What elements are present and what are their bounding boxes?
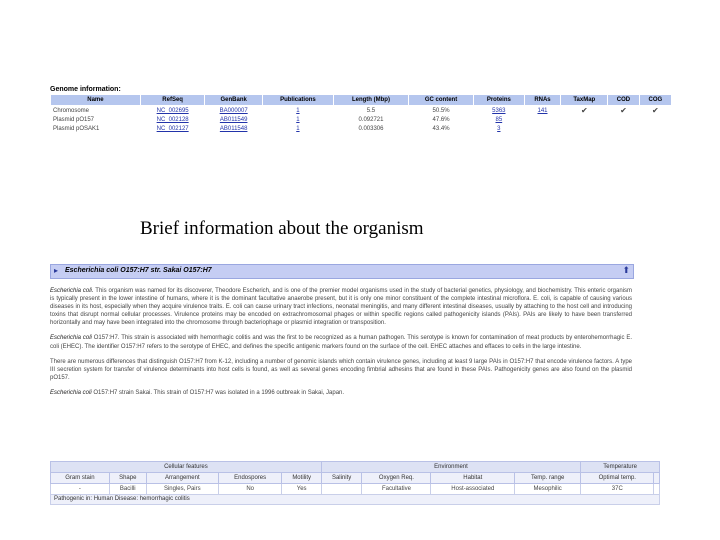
features-value-cell: No — [218, 484, 282, 495]
description-paragraph-3 — [50, 358, 632, 382]
genome-header-length: Length (Mbp) — [334, 95, 408, 105]
organism-italic-name: Escherichia coli. — [50, 288, 94, 294]
features-value-cell: 37C — [581, 484, 654, 495]
features-value-cell — [654, 484, 660, 495]
genome-table-header-row — [51, 95, 671, 105]
features-value-cell: Mesophilic — [515, 484, 581, 495]
genome-header-genbank: GenBank — [205, 95, 262, 105]
slide-caption: Brief information about the organism — [140, 218, 424, 239]
description-paragraph-2 — [50, 334, 632, 350]
genome-cell-genbank[interactable]: BA000007 — [219, 107, 248, 114]
genome-cell-publications[interactable]: 1 — [296, 117, 300, 123]
features-column-header: Salinity — [321, 473, 362, 484]
features-column-header: Optimal temp. — [581, 473, 654, 484]
genome-header-taxmap: TaxMap — [561, 95, 607, 105]
genome-cell-refseq[interactable]: NC_002127 — [156, 126, 189, 132]
genome-cell-genbank[interactable]: AB011548 — [219, 126, 248, 132]
table-row — [51, 116, 671, 124]
features-column-header: Temp. range — [515, 473, 581, 484]
features-group-row — [51, 462, 660, 473]
expand-arrow-icon[interactable]: ▸ — [54, 266, 59, 275]
table-row — [51, 125, 671, 133]
genome-cell-rnas — [525, 125, 561, 133]
genome-header-name: Name — [51, 95, 140, 105]
genome-header-gc: GC content — [409, 95, 473, 105]
organism-name: Escherichia coli O157:H7 str. Sakai O157:H7 — [65, 267, 212, 274]
genome-cell-name: Plasmid pO157 — [53, 117, 95, 123]
genome-information-title: Genome information: — [50, 86, 121, 93]
genome-cell-rnas — [525, 116, 561, 124]
features-value-cell: Singles, Pairs — [146, 484, 218, 495]
description-text-2: O157:H7. This strain is associated with hemorrhagic colitis and was the first to be recognized as a human pathogen. This serotype is known for contamination of meat products by enterohemorrhagic E. coli (EHEC). The identifier O157:H7 refers to the serotype of EHEC, and defines the specific antigenic markers found on the surface of the cell. EHEC attaches and effaces to cells in the large intestine. — [50, 335, 632, 350]
genome-header-refseq: RefSeq — [141, 95, 205, 105]
pathogenic-info: Pathogenic in: Human Disease: hemorrhagic colitis — [50, 495, 660, 505]
features-column-header — [654, 473, 660, 484]
genome-cell-cod — [608, 116, 639, 124]
genome-cell-name: Chromosome — [53, 107, 90, 114]
features-panel — [50, 461, 660, 505]
genome-cell-cod — [608, 125, 639, 133]
genome-cell-publications[interactable]: 1 — [296, 107, 300, 114]
table-row — [51, 106, 671, 115]
features-group-header: Environment — [321, 462, 580, 473]
genome-header-cog: COG — [640, 95, 671, 105]
genome-cell-taxmap[interactable]: ✔ — [580, 106, 588, 115]
genome-cell-refseq[interactable]: NC_002128 — [156, 117, 189, 123]
features-column-header: Motility — [282, 473, 321, 484]
features-group-header: Cellular features — [51, 462, 322, 473]
genome-cell-name: Plasmid pOSAK1 — [53, 126, 100, 132]
features-table — [50, 461, 660, 495]
genome-cell-publications[interactable]: 1 — [296, 126, 300, 132]
description-text-1: This organism was named for its discoverer, Theodore Escherich, and is one of the premier model organisms used in the study of bacterial genetics, physiology, and biochemistry. This enteric organism is typically present in the lower intestine of humans, where it is the dominant facultative anaerobe present, but it is only one minor constituent of the complete intestinal microflora. E. coli, is capable of causing various diseases in its host, especially when they acquire virulence traits. E. coli can cause urinary tract infections, neonatal meningitis, and many different intestinal diseases, usually by attaching to the host cell and introducing toxins that disrupt normal cellular processes. Virulence proteins may be encoded on extrachromosomal phages or within specific regions called pathogenicity islands (PAIs). PAIs are likely to have been transferred horizontally and may have been integrated into the chromosome through bacteriophage or plasmid integration or transposition. — [50, 288, 632, 327]
features-group-header: Temperature — [581, 462, 660, 473]
features-column-header: Gram stain — [51, 473, 110, 484]
genome-header-publications: Publications — [263, 95, 333, 105]
genome-cell-length: 0.003306 — [358, 126, 384, 132]
genome-cell-proteins[interactable]: 5363 — [492, 107, 506, 114]
description-paragraph-4 — [50, 389, 632, 397]
description-text-3: There are numerous differences that distinguish O157:H7 from K-12, including a number of genomic islands which contain virulence genes, including at least 9 large PAIs in O157:H7 that encode virulence factors. A type III secretion system for transfer of virulence determinants into host cells is found, as well as several genes encoding fimbrial adhesins that are found in these PAIs. Pathogenicity genes are also found on the plasmid pO157. — [50, 358, 632, 381]
genome-cell-cog — [640, 125, 671, 133]
genome-cell-rnas[interactable]: 141 — [537, 107, 548, 114]
features-value-cell: Bacilli — [109, 484, 146, 495]
genome-cell-refseq[interactable]: NC_002695 — [156, 107, 189, 114]
genome-table — [50, 94, 672, 134]
features-column-header: Habitat — [431, 473, 515, 484]
description-text-4: O157:H7 strain Sakai. This strain of O157:H7 was isolated in a 1996 outbreak in Sakai, Japan. — [93, 389, 345, 396]
genome-cell-length: 0.092721 — [358, 117, 384, 123]
organism-italic-name: Escherichia coli — [50, 335, 92, 342]
features-column-header: Shape — [109, 473, 146, 484]
genome-cell-proteins[interactable]: 85 — [495, 117, 503, 123]
features-value-cell: Yes — [282, 484, 321, 495]
features-column-row — [51, 473, 660, 484]
organism-title-bar[interactable] — [50, 264, 634, 279]
genome-cell-gc: 50.5% — [432, 107, 450, 114]
scroll-top-icon[interactable]: ⬆ — [622, 265, 630, 275]
organism-italic-name: Escherichia coli — [50, 389, 92, 396]
features-value-cell: - — [51, 484, 110, 495]
genome-header-rnas: RNAs — [525, 95, 561, 105]
description-paragraph-1 — [50, 287, 632, 327]
genome-cell-taxmap — [561, 125, 607, 133]
genome-cell-length: 5.5 — [366, 107, 376, 114]
features-column-header: Arrangement — [146, 473, 218, 484]
genome-header-cod: COD — [608, 95, 639, 105]
features-column-header: Oxygen Req. — [362, 473, 431, 484]
genome-cell-gc: 43.4% — [432, 126, 450, 132]
genome-information-panel — [50, 86, 672, 134]
features-value-cell: Host-associated — [431, 484, 515, 495]
genome-cell-proteins[interactable]: 3 — [497, 126, 501, 132]
genome-cell-taxmap — [561, 116, 607, 124]
genome-cell-cog — [640, 116, 671, 124]
genome-cell-cod[interactable]: ✔ — [620, 106, 627, 115]
genome-cell-cog[interactable]: ✔ — [652, 106, 659, 115]
features-value-row — [51, 484, 660, 495]
features-value-cell — [321, 484, 362, 495]
genome-cell-genbank[interactable]: AB011549 — [219, 117, 248, 123]
genome-header-proteins: Proteins — [474, 95, 523, 105]
genome-cell-gc: 47.6% — [432, 117, 450, 123]
features-column-header: Endospores — [218, 473, 282, 484]
features-value-cell: Facultative — [362, 484, 431, 495]
organism-description — [50, 287, 632, 404]
